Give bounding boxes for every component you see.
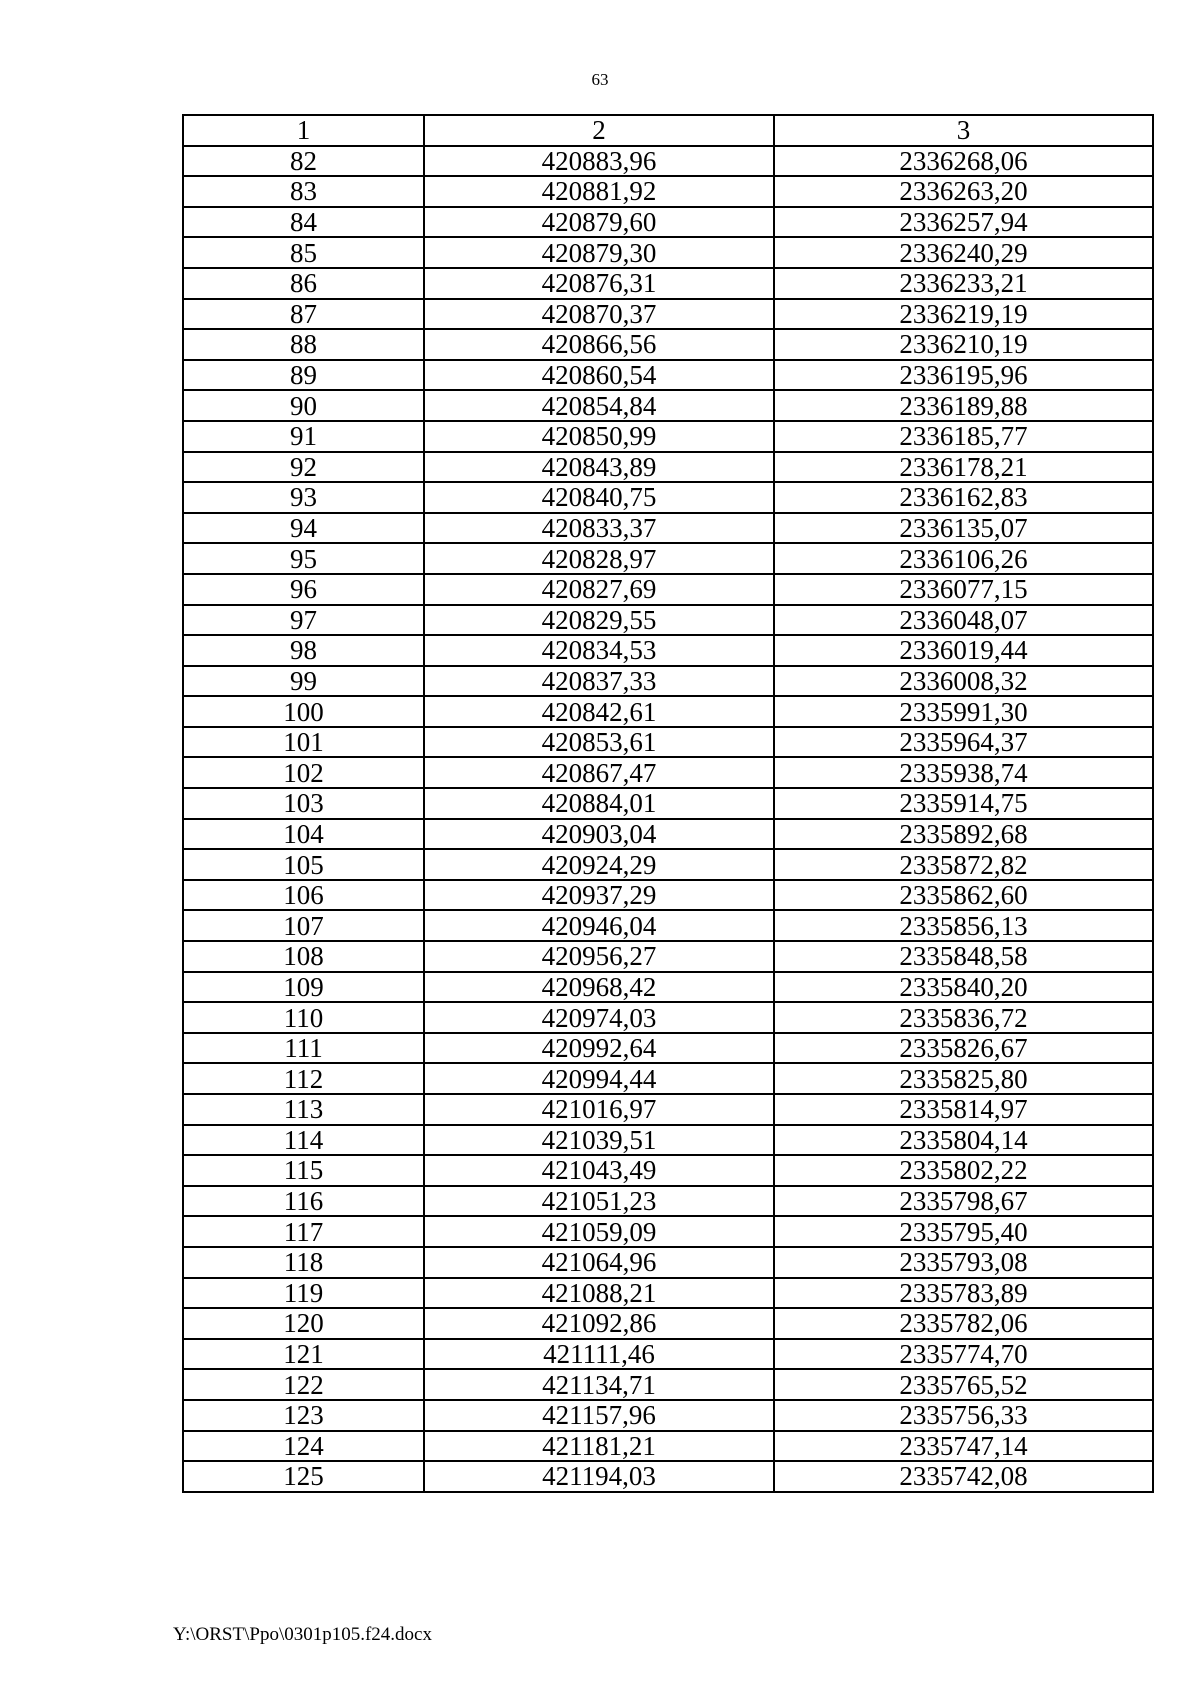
table-cell: 421059,09 xyxy=(424,1216,774,1247)
table-row xyxy=(183,207,1153,238)
table-cell: 114 xyxy=(183,1125,424,1156)
table-cell: 103 xyxy=(183,788,424,819)
table-cell: 2335756,33 xyxy=(774,1400,1153,1431)
table-cell: 420881,92 xyxy=(424,176,774,207)
table-cell: 420860,54 xyxy=(424,360,774,391)
table-cell: 120 xyxy=(183,1308,424,1339)
table-cell: 2335783,89 xyxy=(774,1278,1153,1309)
table-row xyxy=(183,880,1153,911)
table-cell: 2336219,19 xyxy=(774,299,1153,330)
table-cell: 420994,44 xyxy=(424,1063,774,1094)
table-cell: 2335798,67 xyxy=(774,1186,1153,1217)
table-cell: 2335964,37 xyxy=(774,727,1153,758)
table-cell: 420840,75 xyxy=(424,482,774,513)
table-cell: 421194,03 xyxy=(424,1461,774,1492)
table-cell: 108 xyxy=(183,941,424,972)
table-row xyxy=(183,1125,1153,1156)
table-cell: 2335991,30 xyxy=(774,696,1153,727)
table-cell: 2336240,29 xyxy=(774,237,1153,268)
table-cell: 420937,29 xyxy=(424,880,774,911)
table-cell: 2336048,07 xyxy=(774,605,1153,636)
table-cell: 115 xyxy=(183,1155,424,1186)
table-cell: 87 xyxy=(183,299,424,330)
column-header: 2 xyxy=(424,115,774,146)
table-cell: 420853,61 xyxy=(424,727,774,758)
table-cell: 421134,71 xyxy=(424,1369,774,1400)
table-cell: 88 xyxy=(183,329,424,360)
table-cell: 96 xyxy=(183,574,424,605)
table-cell: 109 xyxy=(183,972,424,1003)
table-row xyxy=(183,1400,1153,1431)
table-cell: 124 xyxy=(183,1431,424,1462)
table-row xyxy=(183,146,1153,177)
table-cell: 421043,49 xyxy=(424,1155,774,1186)
table-cell: 2336077,15 xyxy=(774,574,1153,605)
table-row xyxy=(183,1063,1153,1094)
table-cell: 85 xyxy=(183,237,424,268)
table-cell: 420827,69 xyxy=(424,574,774,605)
table-cell: 2336135,07 xyxy=(774,513,1153,544)
table-cell: 2336008,32 xyxy=(774,666,1153,697)
table-row xyxy=(183,1155,1153,1186)
table-cell: 420866,56 xyxy=(424,329,774,360)
table-cell: 420876,31 xyxy=(424,268,774,299)
table-cell: 2336210,19 xyxy=(774,329,1153,360)
table-cell: 420828,97 xyxy=(424,543,774,574)
table-cell: 2336268,06 xyxy=(774,146,1153,177)
table-cell: 122 xyxy=(183,1369,424,1400)
table-cell: 121 xyxy=(183,1339,424,1370)
table-cell: 2335804,14 xyxy=(774,1125,1153,1156)
table-cell: 421092,86 xyxy=(424,1308,774,1339)
table-cell: 102 xyxy=(183,757,424,788)
table-row xyxy=(183,788,1153,819)
table-row xyxy=(183,299,1153,330)
table-cell: 2336106,26 xyxy=(774,543,1153,574)
table-cell: 2336189,88 xyxy=(774,390,1153,421)
table-cell: 2335938,74 xyxy=(774,757,1153,788)
table-cell: 97 xyxy=(183,605,424,636)
table-cell: 82 xyxy=(183,146,424,177)
table-cell: 420870,37 xyxy=(424,299,774,330)
table-row xyxy=(183,574,1153,605)
table-cell: 420946,04 xyxy=(424,910,774,941)
footer-file-path: Y:\ORST\Ppo\0301p105.f24.docx xyxy=(173,1624,432,1645)
table-cell: 2335782,06 xyxy=(774,1308,1153,1339)
table-cell: 2336185,77 xyxy=(774,421,1153,452)
table-cell: 420992,64 xyxy=(424,1033,774,1064)
table-cell: 420924,29 xyxy=(424,849,774,880)
table-cell: 420956,27 xyxy=(424,941,774,972)
table-cell: 420879,60 xyxy=(424,207,774,238)
table-cell: 2335872,82 xyxy=(774,849,1153,880)
page-number: 63 xyxy=(591,70,609,89)
table-cell: 105 xyxy=(183,849,424,880)
table-cell: 421039,51 xyxy=(424,1125,774,1156)
table-cell: 2335840,20 xyxy=(774,972,1153,1003)
table-cell: 2335914,75 xyxy=(774,788,1153,819)
table-cell: 2335836,72 xyxy=(774,1002,1153,1033)
table-row xyxy=(183,421,1153,452)
table-row xyxy=(183,849,1153,880)
table-cell: 110 xyxy=(183,1002,424,1033)
table-row xyxy=(183,329,1153,360)
table-row xyxy=(183,390,1153,421)
table-cell: 421157,96 xyxy=(424,1400,774,1431)
table-cell: 420829,55 xyxy=(424,605,774,636)
table-cell: 2335802,22 xyxy=(774,1155,1153,1186)
table-cell: 117 xyxy=(183,1216,424,1247)
table-cell: 107 xyxy=(183,910,424,941)
table-row xyxy=(183,1247,1153,1278)
table-cell: 90 xyxy=(183,390,424,421)
table-row xyxy=(183,543,1153,574)
table-cell: 420850,99 xyxy=(424,421,774,452)
table-row xyxy=(183,1033,1153,1064)
table-row xyxy=(183,1094,1153,1125)
table-row xyxy=(183,1002,1153,1033)
table-cell: 421111,46 xyxy=(424,1339,774,1370)
table-row xyxy=(183,1186,1153,1217)
table-cell: 2335825,80 xyxy=(774,1063,1153,1094)
table-cell: 2336195,96 xyxy=(774,360,1153,391)
column-header: 3 xyxy=(774,115,1153,146)
table-cell: 106 xyxy=(183,880,424,911)
table-cell: 2336162,83 xyxy=(774,482,1153,513)
table-row xyxy=(183,482,1153,513)
table-cell: 118 xyxy=(183,1247,424,1278)
table-cell: 94 xyxy=(183,513,424,544)
table-row xyxy=(183,237,1153,268)
table-cell: 420833,37 xyxy=(424,513,774,544)
table-cell: 86 xyxy=(183,268,424,299)
table-cell: 420843,89 xyxy=(424,452,774,483)
table-row xyxy=(183,1308,1153,1339)
table-cell: 93 xyxy=(183,482,424,513)
table-cell: 2336257,94 xyxy=(774,207,1153,238)
table-cell: 2335892,68 xyxy=(774,819,1153,850)
table-cell: 420884,01 xyxy=(424,788,774,819)
column-header: 1 xyxy=(183,115,424,146)
table-header-row xyxy=(183,115,1153,146)
table-cell: 420854,84 xyxy=(424,390,774,421)
table-row xyxy=(183,666,1153,697)
table-cell: 98 xyxy=(183,635,424,666)
table-row xyxy=(183,268,1153,299)
table-row xyxy=(183,605,1153,636)
table-cell: 421181,21 xyxy=(424,1431,774,1462)
table-cell: 420842,61 xyxy=(424,696,774,727)
table-cell: 2336263,20 xyxy=(774,176,1153,207)
table-cell: 2336178,21 xyxy=(774,452,1153,483)
table-cell: 125 xyxy=(183,1461,424,1492)
table-cell: 420837,33 xyxy=(424,666,774,697)
table-cell: 421064,96 xyxy=(424,1247,774,1278)
table-cell: 2335814,97 xyxy=(774,1094,1153,1125)
table-cell: 420903,04 xyxy=(424,819,774,850)
table-cell: 104 xyxy=(183,819,424,850)
table-cell: 421016,97 xyxy=(424,1094,774,1125)
table-cell: 83 xyxy=(183,176,424,207)
table-cell: 2335765,52 xyxy=(774,1369,1153,1400)
table-cell: 101 xyxy=(183,727,424,758)
table-row xyxy=(183,1216,1153,1247)
table-cell: 95 xyxy=(183,543,424,574)
table-row xyxy=(183,910,1153,941)
table-cell: 2335747,14 xyxy=(774,1431,1153,1462)
table-cell: 420974,03 xyxy=(424,1002,774,1033)
table-row xyxy=(183,1369,1153,1400)
table-cell: 420968,42 xyxy=(424,972,774,1003)
coordinates-table-body xyxy=(183,115,1153,1492)
table-row xyxy=(183,1339,1153,1370)
table-row xyxy=(183,513,1153,544)
table-cell: 99 xyxy=(183,666,424,697)
table-cell: 2336233,21 xyxy=(774,268,1153,299)
table-row xyxy=(183,819,1153,850)
table-cell: 2335856,13 xyxy=(774,910,1153,941)
table-cell: 2335774,70 xyxy=(774,1339,1153,1370)
table-cell: 421051,23 xyxy=(424,1186,774,1217)
table-cell: 2335826,67 xyxy=(774,1033,1153,1064)
table-cell: 111 xyxy=(183,1033,424,1064)
table-cell: 112 xyxy=(183,1063,424,1094)
table-row xyxy=(183,176,1153,207)
table-cell: 2335862,60 xyxy=(774,880,1153,911)
table-cell: 100 xyxy=(183,696,424,727)
table-cell: 2335848,58 xyxy=(774,941,1153,972)
table-cell: 123 xyxy=(183,1400,424,1431)
table-cell: 116 xyxy=(183,1186,424,1217)
table-cell: 91 xyxy=(183,421,424,452)
table-row xyxy=(183,1431,1153,1462)
table-cell: 113 xyxy=(183,1094,424,1125)
table-row xyxy=(183,941,1153,972)
table-row xyxy=(183,635,1153,666)
table-cell: 420867,47 xyxy=(424,757,774,788)
table-cell: 119 xyxy=(183,1278,424,1309)
table-row xyxy=(183,1278,1153,1309)
table-row xyxy=(183,1461,1153,1492)
table-cell: 2335742,08 xyxy=(774,1461,1153,1492)
table-row xyxy=(183,727,1153,758)
table-row xyxy=(183,360,1153,391)
table-row xyxy=(183,696,1153,727)
table-cell: 92 xyxy=(183,452,424,483)
table-row xyxy=(183,972,1153,1003)
coordinates-table xyxy=(182,114,1154,1493)
table-cell: 2336019,44 xyxy=(774,635,1153,666)
table-cell: 2335793,08 xyxy=(774,1247,1153,1278)
table-cell: 421088,21 xyxy=(424,1278,774,1309)
table-cell: 420879,30 xyxy=(424,237,774,268)
table-cell: 420834,53 xyxy=(424,635,774,666)
table-cell: 84 xyxy=(183,207,424,238)
table-cell: 420883,96 xyxy=(424,146,774,177)
table-row xyxy=(183,452,1153,483)
table-cell: 2335795,40 xyxy=(774,1216,1153,1247)
table-cell: 89 xyxy=(183,360,424,391)
table-row xyxy=(183,757,1153,788)
